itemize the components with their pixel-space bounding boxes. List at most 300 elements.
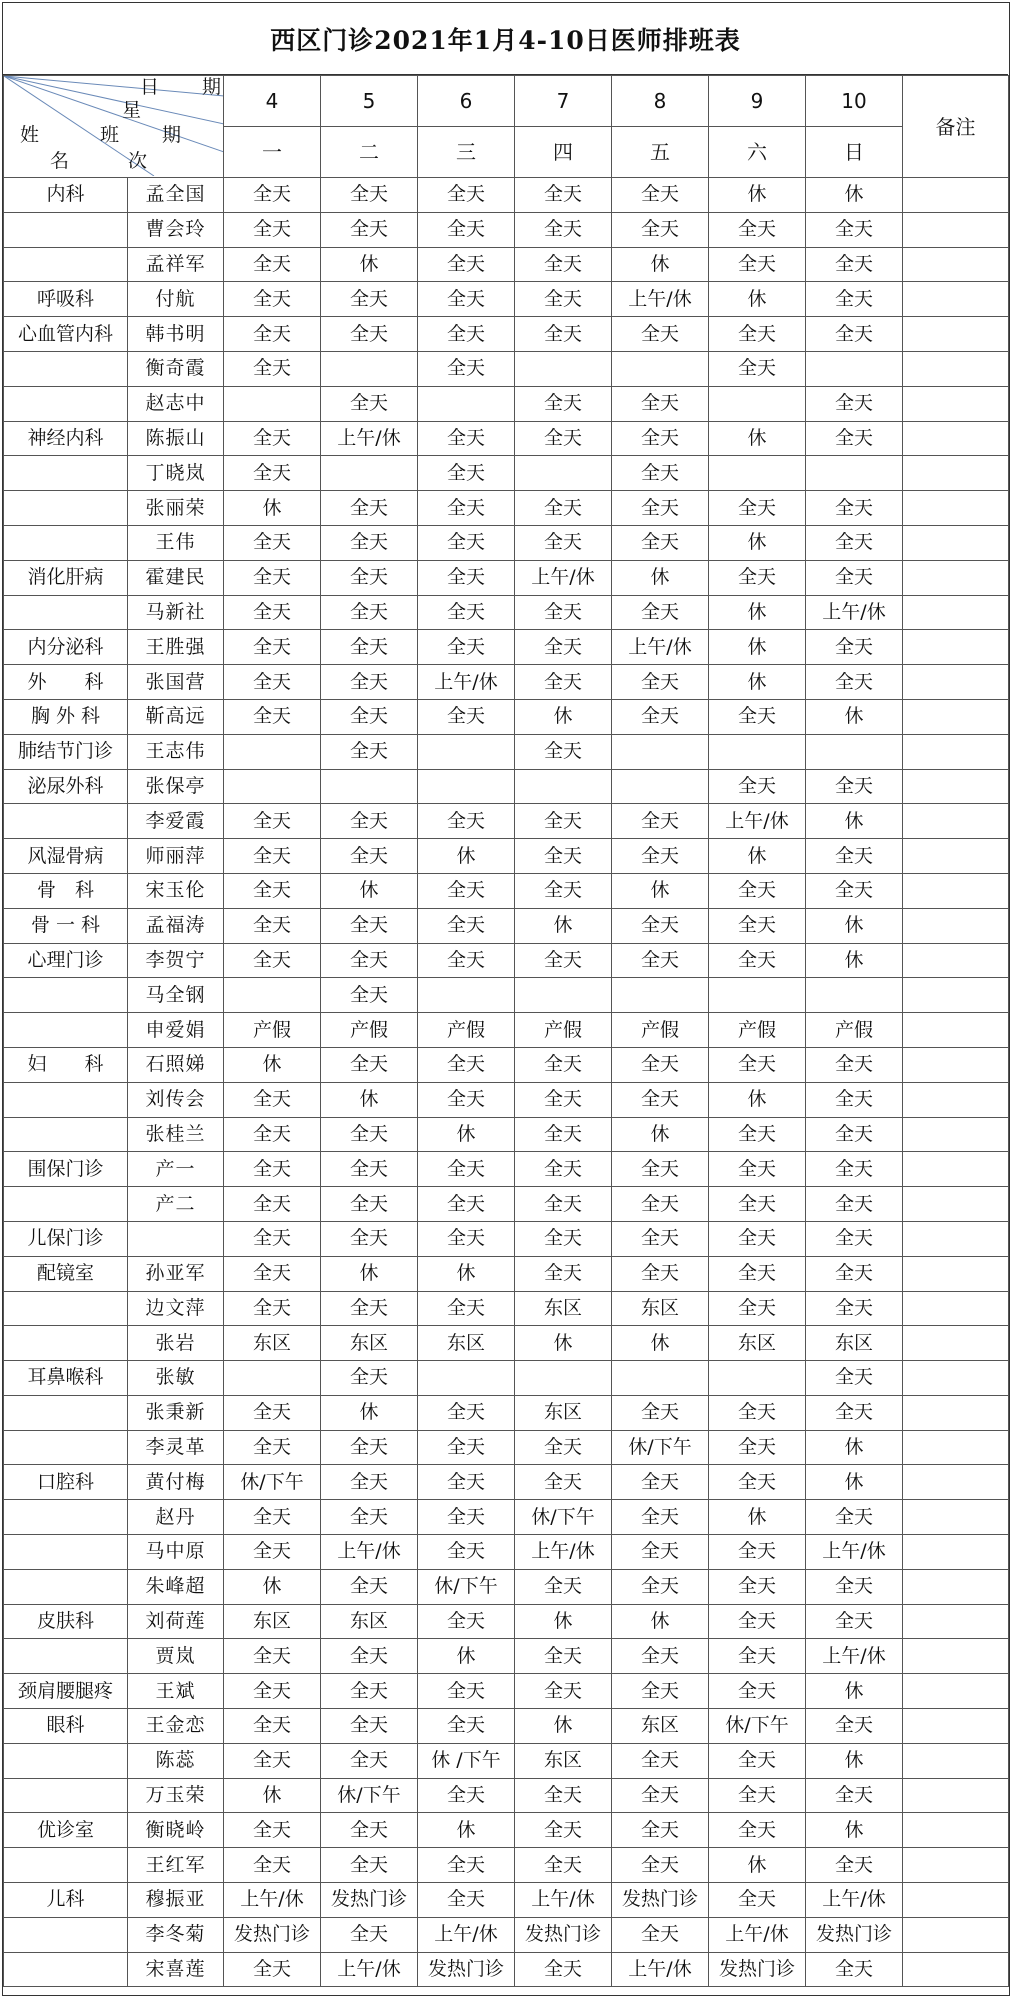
shift-cell: 全天 <box>321 178 418 213</box>
shift-cell: 全天 <box>806 1221 903 1256</box>
doctor-name-cell: 陈蕊 <box>128 1743 224 1778</box>
shift-cell <box>806 456 903 491</box>
shift-cell: 全天 <box>321 1291 418 1326</box>
doctor-name-cell: 霍建民 <box>128 560 224 595</box>
weekday-header: 三 <box>418 127 515 178</box>
department-cell <box>4 1013 128 1048</box>
shift-cell: 全天 <box>806 386 903 421</box>
doctor-name-cell: 刘传会 <box>128 1082 224 1117</box>
date-header: 10 <box>806 76 903 127</box>
doctor-name-cell: 张敏 <box>128 1361 224 1396</box>
shift-cell: 全天 <box>418 212 515 247</box>
shift-cell: 东区 <box>224 1604 321 1639</box>
shift-cell: 上午/休 <box>612 630 709 665</box>
shift-cell: 上午/休 <box>612 1952 709 1987</box>
department-cell: 呼吸科 <box>4 282 128 317</box>
shift-cell <box>612 978 709 1013</box>
shift-cell: 全天 <box>515 386 612 421</box>
shift-cell: 全天 <box>418 908 515 943</box>
shift-cell: 休 <box>709 665 806 700</box>
table-row <box>4 1082 1009 1117</box>
shift-cell: 全天 <box>224 1221 321 1256</box>
shift-cell <box>612 734 709 769</box>
department-cell: 骨 科 <box>4 873 128 908</box>
shift-cell: 全天 <box>224 560 321 595</box>
shift-cell: 休/下午 <box>709 1709 806 1744</box>
shift-cell: 全天 <box>612 525 709 560</box>
weekday-header: 一 <box>224 127 321 178</box>
shift-cell: 上午/休 <box>709 804 806 839</box>
shift-cell: 发热门诊 <box>321 1883 418 1918</box>
remark-cell <box>903 1743 1009 1778</box>
shift-cell <box>418 978 515 1013</box>
shift-cell: 全天 <box>418 178 515 213</box>
shift-cell: 全天 <box>321 1848 418 1883</box>
shift-cell: 全天 <box>321 630 418 665</box>
shift-cell: 全天 <box>224 1743 321 1778</box>
shift-cell: 休 <box>321 873 418 908</box>
shift-cell: 全天 <box>806 873 903 908</box>
table-row <box>4 1291 1009 1326</box>
department-cell: 外 科 <box>4 665 128 700</box>
shift-cell: 全天 <box>515 839 612 874</box>
doctor-name-cell: 马全钢 <box>128 978 224 1013</box>
shift-cell: 全天 <box>321 525 418 560</box>
department-cell: 胸 外 科 <box>4 699 128 734</box>
shift-cell: 休 <box>515 699 612 734</box>
remark-cell <box>903 212 1009 247</box>
doctor-name-cell: 马新社 <box>128 595 224 630</box>
department-cell <box>4 1569 128 1604</box>
shift-cell: 全天 <box>418 1152 515 1187</box>
doctor-name-cell: 曹会玲 <box>128 212 224 247</box>
shift-cell: 全天 <box>224 804 321 839</box>
weekday-header: 二 <box>321 127 418 178</box>
shift-cell <box>612 351 709 386</box>
shift-cell <box>612 1361 709 1396</box>
shift-cell: 全天 <box>321 804 418 839</box>
table-row <box>4 699 1009 734</box>
shift-cell: 全天 <box>612 1674 709 1709</box>
shift-cell: 休 <box>224 1778 321 1813</box>
table-row <box>4 1117 1009 1152</box>
shift-cell: 全天 <box>418 1883 515 1918</box>
table-row <box>4 1465 1009 1500</box>
shift-cell: 休 <box>709 525 806 560</box>
shift-cell: 休 <box>418 1639 515 1674</box>
shift-cell: 全天 <box>321 1187 418 1222</box>
table-row <box>4 1848 1009 1883</box>
shift-cell: 全天 <box>612 908 709 943</box>
doctor-name-cell: 王伟 <box>128 525 224 560</box>
shift-cell: 全天 <box>806 491 903 526</box>
remark-cell <box>903 1535 1009 1570</box>
shift-cell: 休 <box>806 804 903 839</box>
shift-cell: 全天 <box>224 630 321 665</box>
doctor-name-cell: 宋玉伦 <box>128 873 224 908</box>
department-cell: 颈肩腰腿疼 <box>4 1674 128 1709</box>
shift-cell: 全天 <box>224 1430 321 1465</box>
remark-cell <box>903 1152 1009 1187</box>
shift-cell <box>806 351 903 386</box>
shift-cell: 东区 <box>515 1395 612 1430</box>
shift-cell: 全天 <box>515 282 612 317</box>
remark-cell <box>903 1674 1009 1709</box>
shift-cell: 休 <box>418 839 515 874</box>
department-cell: 口腔科 <box>4 1465 128 1500</box>
shift-cell: 全天 <box>709 1395 806 1430</box>
shift-cell: 全天 <box>612 1047 709 1082</box>
shift-cell <box>806 734 903 769</box>
doctor-name-cell: 张桂兰 <box>128 1117 224 1152</box>
department-cell <box>4 804 128 839</box>
shift-cell: 全天 <box>321 317 418 352</box>
doctor-name-cell: 靳高远 <box>128 699 224 734</box>
shift-cell: 全天 <box>806 839 903 874</box>
shift-cell: 全天 <box>321 908 418 943</box>
table-row <box>4 1500 1009 1535</box>
shift-cell: 休 <box>709 1500 806 1535</box>
doctor-name-cell: 李贺宁 <box>128 943 224 978</box>
shift-cell: 全天 <box>612 1569 709 1604</box>
shift-cell: 全天 <box>612 421 709 456</box>
shift-cell: 休 <box>515 1326 612 1361</box>
department-cell <box>4 456 128 491</box>
remark-cell <box>903 1500 1009 1535</box>
shift-cell: 全天 <box>321 491 418 526</box>
shift-cell: 全天 <box>418 1465 515 1500</box>
shift-cell <box>418 1361 515 1396</box>
shift-cell: 全天 <box>806 421 903 456</box>
schedule-table <box>3 75 1009 1987</box>
shift-cell: 全天 <box>612 943 709 978</box>
shift-cell: 全天 <box>321 1500 418 1535</box>
shift-cell: 上午/休 <box>515 560 612 595</box>
table-row <box>4 978 1009 1013</box>
shift-cell: 全天 <box>612 491 709 526</box>
shift-cell: 全天 <box>224 178 321 213</box>
shift-cell: 全天 <box>515 630 612 665</box>
department-cell <box>4 351 128 386</box>
shift-cell: 全天 <box>806 1952 903 1987</box>
shift-cell: 东区 <box>709 1326 806 1361</box>
table-row <box>4 630 1009 665</box>
shift-cell: 发热门诊 <box>224 1917 321 1952</box>
department-cell <box>4 525 128 560</box>
shift-cell: 全天 <box>612 1917 709 1952</box>
remark-cell <box>903 1883 1009 1918</box>
shift-cell: 全天 <box>806 1187 903 1222</box>
remark-cell <box>903 978 1009 1013</box>
date-header: 7 <box>515 76 612 127</box>
date-header: 6 <box>418 76 515 127</box>
shift-cell: 全天 <box>321 560 418 595</box>
doctor-name-cell: 宋喜莲 <box>128 1952 224 1987</box>
shift-cell: 全天 <box>515 1674 612 1709</box>
shift-cell: 全天 <box>709 1778 806 1813</box>
shift-cell: 全天 <box>709 943 806 978</box>
shift-cell: 全天 <box>515 1430 612 1465</box>
shift-cell: 全天 <box>224 1535 321 1570</box>
shift-cell: 东区 <box>515 1291 612 1326</box>
department-cell <box>4 1117 128 1152</box>
table-row <box>4 873 1009 908</box>
shift-cell: 全天 <box>709 351 806 386</box>
shift-cell: 全天 <box>515 1256 612 1291</box>
shift-cell: 全天 <box>418 873 515 908</box>
table-row <box>4 595 1009 630</box>
shift-cell: 上午/休 <box>612 282 709 317</box>
shift-cell: 全天 <box>224 908 321 943</box>
remark-cell <box>903 1187 1009 1222</box>
weekday-header: 四 <box>515 127 612 178</box>
table-row <box>4 1326 1009 1361</box>
remark-cell <box>903 804 1009 839</box>
doctor-name-cell: 产二 <box>128 1187 224 1222</box>
shift-cell: 全天 <box>418 247 515 282</box>
department-cell <box>4 1848 128 1883</box>
shift-cell: 全天 <box>418 1047 515 1082</box>
remark-header: 备注 <box>903 76 1009 178</box>
table-row <box>4 491 1009 526</box>
shift-cell: 休 <box>612 247 709 282</box>
remark-cell <box>903 1709 1009 1744</box>
shift-cell: 全天 <box>515 1465 612 1500</box>
shift-cell: 全天 <box>806 1848 903 1883</box>
remark-cell <box>903 317 1009 352</box>
shift-cell <box>418 386 515 421</box>
doctor-name-cell: 孟全国 <box>128 178 224 213</box>
shift-cell: 产假 <box>515 1013 612 1048</box>
shift-cell: 全天 <box>418 1430 515 1465</box>
department-cell: 内分泌科 <box>4 630 128 665</box>
shift-cell: 全天 <box>612 1187 709 1222</box>
shift-cell: 全天 <box>709 1117 806 1152</box>
corner-label-xing-name: 姓 <box>20 124 40 146</box>
shift-cell: 全天 <box>224 351 321 386</box>
table-row <box>4 386 1009 421</box>
table-row <box>4 456 1009 491</box>
shift-cell: 全天 <box>806 247 903 282</box>
shift-cell: 全天 <box>612 804 709 839</box>
shift-cell: 休 <box>224 491 321 526</box>
department-cell: 围保门诊 <box>4 1152 128 1187</box>
doctor-name-cell: 石照娣 <box>128 1047 224 1082</box>
shift-cell: 上午/休 <box>515 1883 612 1918</box>
shift-cell: 全天 <box>612 456 709 491</box>
shift-cell: 全天 <box>709 873 806 908</box>
shift-cell <box>515 1361 612 1396</box>
remark-cell <box>903 769 1009 804</box>
shift-cell: 休 <box>612 1326 709 1361</box>
shift-cell: 休 <box>515 1604 612 1639</box>
remark-cell <box>903 1778 1009 1813</box>
remark-cell <box>903 247 1009 282</box>
date-header: 4 <box>224 76 321 127</box>
shift-cell: 全天 <box>612 665 709 700</box>
shift-cell: 全天 <box>224 1674 321 1709</box>
shift-cell: 全天 <box>224 247 321 282</box>
table-row <box>4 943 1009 978</box>
doctor-name-cell <box>128 1221 224 1256</box>
shift-cell: 全天 <box>321 386 418 421</box>
remark-cell <box>903 1639 1009 1674</box>
shift-cell: 全天 <box>515 1813 612 1848</box>
shift-cell: 全天 <box>709 1813 806 1848</box>
shift-cell: 全天 <box>321 1465 418 1500</box>
remark-cell <box>903 943 1009 978</box>
shift-cell: 全天 <box>418 282 515 317</box>
shift-cell: 全天 <box>612 386 709 421</box>
remark-cell <box>903 386 1009 421</box>
shift-cell <box>709 456 806 491</box>
table-row <box>4 1047 1009 1082</box>
shift-cell: 休 <box>709 595 806 630</box>
weekday-header: 六 <box>709 127 806 178</box>
shift-cell: 休 <box>806 699 903 734</box>
shift-cell: 上午/休 <box>321 1535 418 1570</box>
shift-cell: 发热门诊 <box>418 1952 515 1987</box>
shift-cell: 全天 <box>806 1361 903 1396</box>
shift-cell: 全天 <box>224 1952 321 1987</box>
table-row <box>4 1361 1009 1396</box>
doctor-name-cell: 李灵革 <box>128 1430 224 1465</box>
corner-label-qi2: 期 <box>162 124 182 146</box>
shift-cell: 全天 <box>418 1082 515 1117</box>
shift-cell: 东区 <box>806 1326 903 1361</box>
department-cell <box>4 595 128 630</box>
doctor-name-cell: 赵丹 <box>128 1500 224 1535</box>
shift-cell: 休 <box>321 1395 418 1430</box>
shift-cell: 产假 <box>709 1013 806 1048</box>
shift-cell: 全天 <box>418 491 515 526</box>
remark-cell <box>903 873 1009 908</box>
shift-cell: 全天 <box>515 247 612 282</box>
shift-cell: 全天 <box>515 1952 612 1987</box>
table-row <box>4 804 1009 839</box>
shift-cell: 休 <box>709 839 806 874</box>
shift-cell: 全天 <box>321 1639 418 1674</box>
shift-cell: 全天 <box>515 421 612 456</box>
department-cell: 皮肤科 <box>4 1604 128 1639</box>
shift-cell: 全天 <box>806 525 903 560</box>
department-cell <box>4 978 128 1013</box>
table-row <box>4 1604 1009 1639</box>
department-cell: 肺结节门诊 <box>4 734 128 769</box>
department-cell: 心理门诊 <box>4 943 128 978</box>
shift-cell <box>224 1361 321 1396</box>
shift-cell: 上午/休 <box>709 1917 806 1952</box>
table-row <box>4 1778 1009 1813</box>
shift-cell: 全天 <box>321 1117 418 1152</box>
shift-cell: 全天 <box>806 1082 903 1117</box>
shift-cell: 全天 <box>224 1291 321 1326</box>
shift-cell: 全天 <box>806 1604 903 1639</box>
shift-cell: 全天 <box>224 1848 321 1883</box>
remark-cell <box>903 456 1009 491</box>
shift-cell: 全天 <box>418 1221 515 1256</box>
shift-cell: 全天 <box>418 630 515 665</box>
doctor-name-cell: 王志伟 <box>128 734 224 769</box>
shift-cell: 全天 <box>709 1465 806 1500</box>
shift-cell: 全天 <box>612 1082 709 1117</box>
shift-cell: 全天 <box>515 665 612 700</box>
remark-cell <box>903 1256 1009 1291</box>
remark-cell <box>903 1430 1009 1465</box>
corner-label-ci: 次 <box>128 150 148 172</box>
doctor-name-cell: 申爱娟 <box>128 1013 224 1048</box>
shift-cell: 全天 <box>709 317 806 352</box>
shift-cell: 全天 <box>612 1813 709 1848</box>
shift-cell: 全天 <box>709 212 806 247</box>
table-row <box>4 1430 1009 1465</box>
remark-cell <box>903 1813 1009 1848</box>
shift-cell: 全天 <box>224 317 321 352</box>
shift-cell: 全天 <box>709 1256 806 1291</box>
shift-cell: 全天 <box>612 1639 709 1674</box>
shift-cell: 全天 <box>224 943 321 978</box>
shift-cell: 全天 <box>612 1500 709 1535</box>
remark-cell <box>903 665 1009 700</box>
shift-cell: 全天 <box>612 839 709 874</box>
shift-cell: 全天 <box>515 595 612 630</box>
doctor-name-cell: 陈振山 <box>128 421 224 456</box>
shift-cell: 全天 <box>806 1569 903 1604</box>
table-row <box>4 839 1009 874</box>
shift-cell: 全天 <box>224 421 321 456</box>
shift-cell: 全天 <box>418 595 515 630</box>
shift-cell <box>515 351 612 386</box>
table-row <box>4 1256 1009 1291</box>
doctor-name-cell: 张岩 <box>128 1326 224 1361</box>
shift-cell: 休 <box>612 1117 709 1152</box>
table-row <box>4 1917 1009 1952</box>
remark-cell <box>903 525 1009 560</box>
remark-cell <box>903 1604 1009 1639</box>
shift-cell: 全天 <box>224 456 321 491</box>
department-cell: 心血管内科 <box>4 317 128 352</box>
shift-cell: 休/下午 <box>612 1430 709 1465</box>
shift-cell: 全天 <box>806 1117 903 1152</box>
department-cell <box>4 1430 128 1465</box>
table-row <box>4 317 1009 352</box>
remark-cell <box>903 560 1009 595</box>
shift-cell: 全天 <box>418 699 515 734</box>
shift-cell <box>709 1361 806 1396</box>
shift-cell: 休 <box>515 908 612 943</box>
remark-cell <box>903 1013 1009 1048</box>
doctor-name-cell: 韩书明 <box>128 317 224 352</box>
shift-cell: 全天 <box>224 525 321 560</box>
date-header: 5 <box>321 76 418 127</box>
doctor-name-cell: 孟福涛 <box>128 908 224 943</box>
table-row <box>4 421 1009 456</box>
shift-cell: 全天 <box>224 1187 321 1222</box>
schedule-sheet <box>2 2 1010 1996</box>
shift-cell <box>321 456 418 491</box>
date-header: 8 <box>612 76 709 127</box>
shift-cell: 全天 <box>806 769 903 804</box>
shift-cell <box>709 978 806 1013</box>
shift-cell: 全天 <box>709 1535 806 1570</box>
remark-cell <box>903 282 1009 317</box>
table-row <box>4 1952 1009 1987</box>
department-cell: 内科 <box>4 178 128 213</box>
shift-cell: 全天 <box>321 1047 418 1082</box>
shift-cell: 全天 <box>224 282 321 317</box>
shift-cell: 全天 <box>321 595 418 630</box>
shift-cell: 全天 <box>806 1709 903 1744</box>
